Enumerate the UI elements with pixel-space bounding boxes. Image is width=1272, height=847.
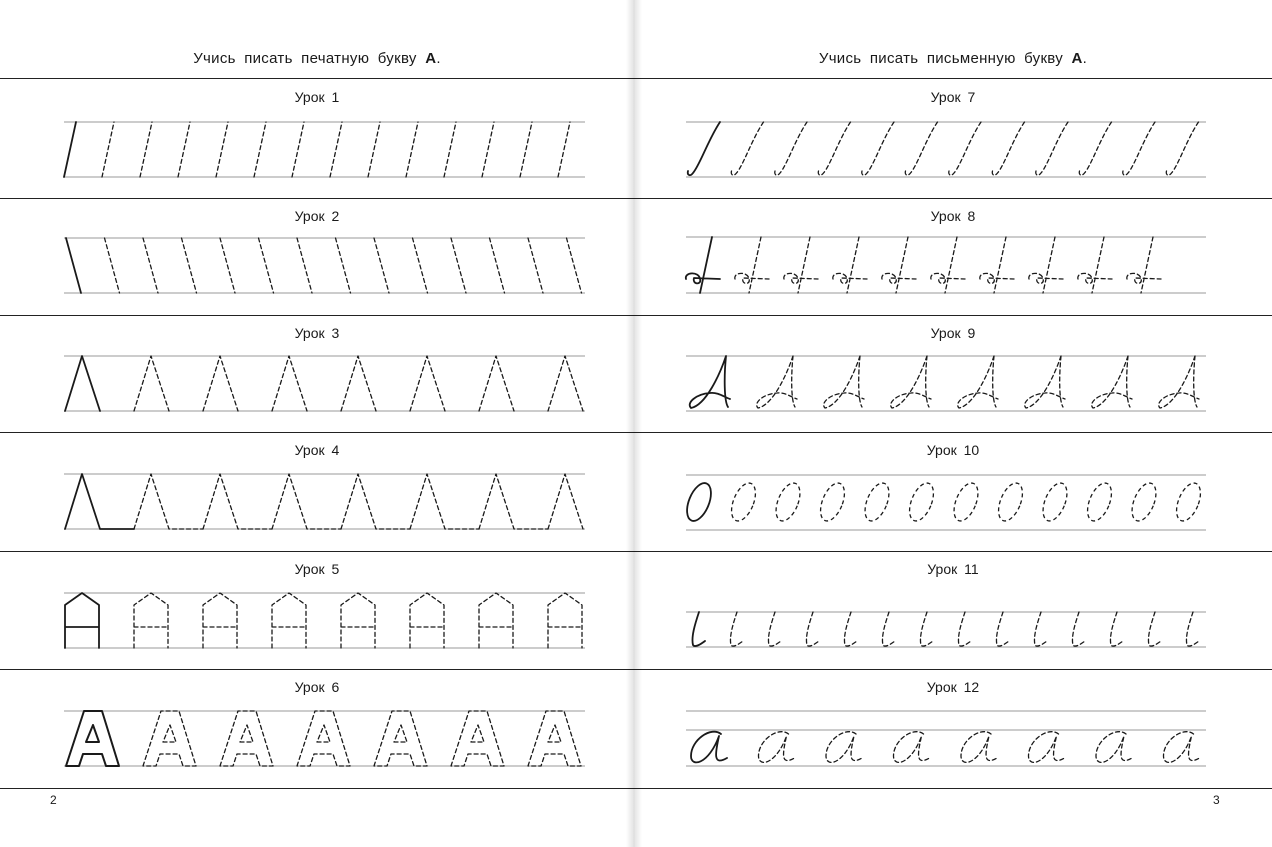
trace-cross [1127,237,1161,293]
model-oval [682,480,716,525]
trace-small-a [1164,732,1200,763]
trace-hooked-stick [1034,612,1047,646]
lesson-label: Урок 6 [294,679,340,695]
lesson-label: Урок 7 [930,89,976,105]
lesson-label: Урок 4 [294,442,340,458]
trace-oval [771,480,805,525]
title-letter: А [1071,50,1083,67]
trace-hooked-stick [882,612,895,646]
trace-backslash [336,238,351,293]
section-divider [0,78,634,79]
trace-hook [1079,122,1111,175]
trace-slash [520,122,532,177]
trace-caret [341,356,376,411]
trace-backslash [105,238,120,293]
trace-caret [134,356,169,411]
trace-letter-a [548,593,582,648]
model-caret [65,356,100,411]
trace-cross [833,237,867,293]
trace-hooked-stick [958,612,971,646]
trace-hook [818,122,850,175]
trace-hook [905,122,937,175]
lesson-3 [0,316,634,432]
trace-oval [1172,480,1206,525]
trace-cursive-a [891,356,931,408]
trace-outline-a [220,711,273,766]
trace-cross [931,237,965,293]
title-period: . [436,50,441,67]
trace-hook [862,122,894,175]
lesson-label: Урок 1 [294,89,340,105]
lesson-label: Урок 9 [930,325,976,341]
lesson-7 [634,80,1272,198]
lesson-10 [634,433,1272,551]
trace-hooked-stick [768,612,781,646]
lesson-12 [634,670,1272,788]
trace-backslash [182,238,197,293]
lesson-5 [0,552,634,669]
trace-outline-a [451,711,504,766]
trace-hook [775,122,807,175]
trace-connected-caret [410,474,479,529]
trace-backslash [259,238,274,293]
trace-hooked-stick [1186,612,1199,646]
trace-oval [860,480,894,525]
trace-oval [727,480,761,525]
trace-letter-a [134,593,168,648]
title-letter: А [425,50,437,67]
exercise-cursive-cross-strokes [634,199,1272,315]
trace-slash [102,122,114,177]
lesson-label: Урок 11 [927,561,979,577]
page-title [0,50,634,67]
lesson-label: Урок 2 [294,208,340,224]
trace-caret [479,356,514,411]
section-divider [634,78,1272,79]
section-divider [634,788,1272,789]
trace-backslash [297,238,312,293]
trace-backslash [528,238,543,293]
exercise-backslash-strokes [0,199,634,315]
trace-hooked-stick [1072,612,1085,646]
trace-oval [816,480,850,525]
model-backslash [66,238,81,293]
exercise-cursive-hooks [634,80,1272,198]
trace-small-a [759,732,795,763]
trace-backslash [413,238,428,293]
trace-backslash [451,238,466,293]
trace-hooked-stick [806,612,819,646]
exercise-cursive-small-a [634,670,1272,788]
trace-cross [980,237,1014,293]
page-title [634,50,1272,67]
trace-caret [410,356,445,411]
lesson-label: Урок 10 [926,442,980,458]
exercise-letter-a-lines [0,552,634,669]
trace-cursive-a [958,356,998,408]
trace-oval [1083,480,1117,525]
trace-slash [482,122,494,177]
lesson-1 [0,80,634,198]
trace-hook [1166,122,1198,175]
trace-cursive-a [1159,356,1199,408]
trace-letter-a [341,593,375,648]
lesson-6 [0,670,634,788]
trace-connected-caret [203,474,272,529]
lesson-11 [634,552,1272,669]
trace-hooked-stick [1148,612,1161,646]
trace-hooked-stick [730,612,743,646]
lesson-label: Урок 8 [930,208,976,224]
trace-cross [882,237,916,293]
trace-hook [1036,122,1068,175]
trace-slash [368,122,380,177]
exercise-caret-shapes [0,316,634,432]
trace-backslash [374,238,389,293]
lesson-9 [634,316,1272,432]
trace-hooked-stick [920,612,933,646]
exercise-diagonal-strokes [0,80,634,198]
trace-hook [992,122,1024,175]
page-number: 3 [1213,793,1220,807]
trace-hooked-stick [844,612,857,646]
model-outline-a [66,711,119,766]
trace-hook [1123,122,1155,175]
trace-cross [735,237,769,293]
trace-backslash [490,238,505,293]
page-number: 2 [50,793,57,807]
trace-hooked-stick [1110,612,1123,646]
trace-slash [330,122,342,177]
lesson-4 [0,433,634,551]
trace-slash [406,122,418,177]
trace-outline-a [143,711,196,766]
trace-connected-caret [479,474,548,529]
trace-oval [994,480,1028,525]
trace-letter-a [203,593,237,648]
model-small-a [691,732,727,763]
lesson-label: Урок 3 [294,325,340,341]
trace-slash [140,122,152,177]
model-hook [688,122,720,175]
trace-caret [203,356,238,411]
trace-slash [292,122,304,177]
exercise-cursive-hooked-sticks [634,552,1272,669]
trace-caret [272,356,307,411]
lesson-label: Урок 12 [926,679,980,695]
trace-backslash [220,238,235,293]
trace-slash [178,122,190,177]
model-connected-caret [65,474,134,529]
trace-cursive-a [757,356,797,408]
trace-connected-caret [548,474,583,529]
trace-hook [731,122,763,175]
trace-small-a [894,732,930,763]
trace-outline-a [297,711,350,766]
lesson-2 [0,199,634,315]
trace-small-a [826,732,862,763]
trace-oval [1127,480,1161,525]
trace-outline-a [528,711,581,766]
model-cursive-a [690,356,730,408]
trace-small-a [1096,732,1132,763]
trace-small-a [961,732,997,763]
trace-connected-caret [272,474,341,529]
trace-letter-a [272,593,306,648]
trace-slash [558,122,570,177]
trace-slash [444,122,456,177]
trace-backslash [143,238,158,293]
trace-slash [216,122,228,177]
trace-slash [254,122,266,177]
exercise-cursive-capital-a [634,316,1272,432]
trace-hook [949,122,981,175]
trace-small-a [1029,732,1065,763]
left-page [0,0,634,847]
trace-connected-caret [134,474,203,529]
exercise-connected-carets [0,433,634,551]
title-text: Учись писать печатную букву [193,50,417,67]
trace-oval [1038,480,1072,525]
title-period: . [1082,50,1088,67]
trace-cursive-a [824,356,864,408]
trace-hooked-stick [996,612,1009,646]
lesson-8 [634,199,1272,315]
trace-cursive-a [1092,356,1132,408]
trace-oval [949,480,983,525]
trace-cross [1078,237,1112,293]
trace-connected-caret [341,474,410,529]
section-divider [0,788,634,789]
trace-letter-a [410,593,444,648]
trace-cursive-a [1025,356,1065,408]
model-cross [686,237,720,293]
trace-caret [548,356,583,411]
right-page [634,0,1272,847]
trace-cross [784,237,818,293]
lesson-label: Урок 5 [294,561,340,577]
model-hooked-stick [692,612,705,646]
trace-letter-a [479,593,513,648]
trace-outline-a [374,711,427,766]
trace-oval [905,480,939,525]
model-slash [64,122,76,177]
trace-backslash [567,238,582,293]
trace-cross [1029,237,1063,293]
exercise-letter-a-outlines [0,670,634,788]
exercise-cursive-ovals [634,433,1272,551]
model-letter-a [65,593,99,648]
title-text: Учись писать письменную букву [818,50,1064,67]
